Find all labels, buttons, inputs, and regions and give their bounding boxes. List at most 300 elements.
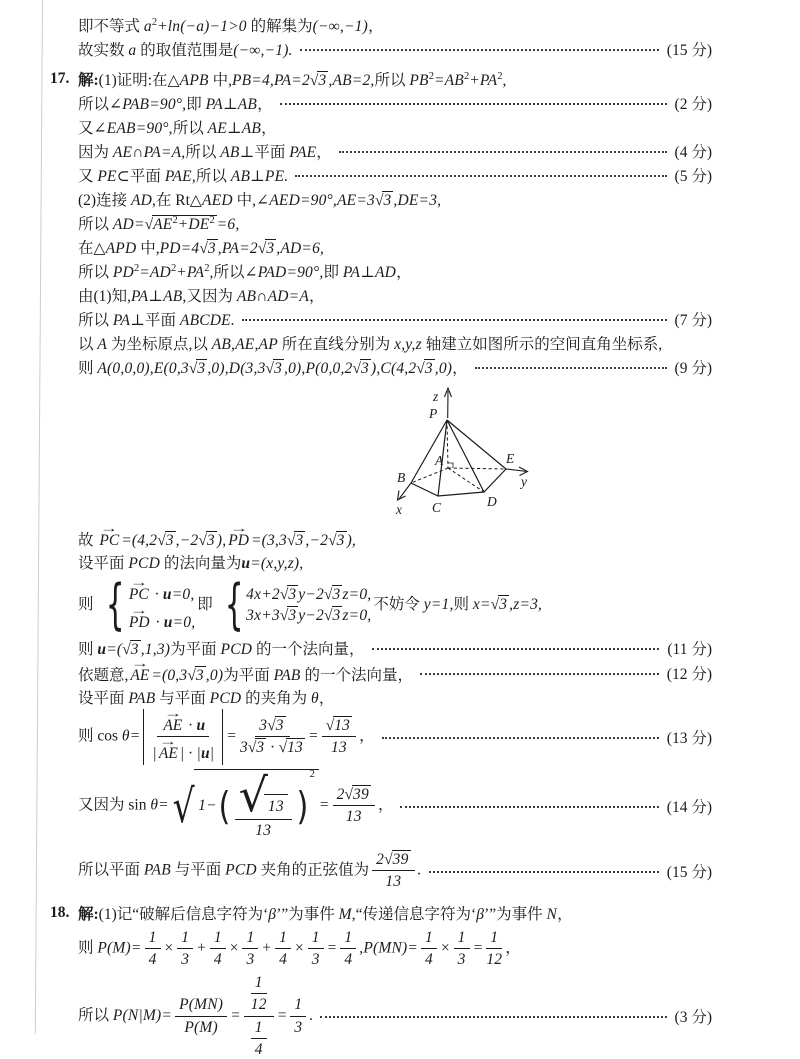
- math-run: ,0),P(0,0,2: [284, 360, 353, 377]
- math-run: 3: [312, 951, 320, 968]
- text-run: ’”为事件: [484, 906, 546, 923]
- line-content: [78, 356, 468, 378]
- math-run: y−2: [298, 607, 324, 624]
- text-run: 依题意,: [78, 667, 128, 684]
- math-run: ,: [502, 72, 506, 89]
- text-run: ，: [378, 796, 394, 813]
- math-run: PB: [409, 72, 428, 89]
- radicand: [352, 785, 371, 803]
- radical-sign-icon: √: [187, 667, 196, 684]
- radicand: [152, 215, 217, 233]
- math-run: AD=: [113, 216, 145, 233]
- vector-arrow-icon: →: [159, 735, 177, 748]
- pyramid-diagram: [386, 384, 556, 522]
- text-run: 又因为 sin: [78, 796, 150, 813]
- math-run: =: [308, 727, 319, 744]
- numerator: [340, 928, 356, 949]
- fraction: [145, 928, 161, 970]
- score-label: (5 分): [675, 164, 712, 186]
- superscript: 2: [204, 263, 209, 274]
- radical-sign-icon: √: [279, 739, 288, 756]
- dot-leader: [339, 151, 667, 153]
- math-run: PA⊥AB: [206, 96, 257, 113]
- numerator: [421, 928, 437, 949]
- math-run: =AD: [139, 264, 171, 281]
- math-run: PAE: [289, 144, 316, 161]
- math-run: A: [97, 336, 107, 353]
- superscript: 2: [464, 71, 469, 82]
- fraction: [486, 928, 502, 970]
- text-run: 又: [78, 120, 94, 137]
- sqrt-radical: [491, 596, 509, 613]
- solution-line: [78, 235, 712, 259]
- vector-arrow-icon: →: [130, 604, 148, 617]
- text-run: 所以平面: [78, 861, 144, 878]
- solution-line: [78, 13, 712, 37]
- math-run: 4: [344, 951, 352, 968]
- math-run: PA⊥AD: [343, 264, 396, 281]
- fraction: [333, 785, 375, 827]
- text-run: ，: [452, 360, 468, 377]
- math-run: (−∞,−1).: [233, 42, 292, 59]
- fraction: [421, 928, 437, 970]
- sqrt-radical: [157, 532, 175, 549]
- text-run: ,“传递信息字符为‘: [352, 906, 476, 923]
- math-run: 3: [333, 607, 341, 624]
- math-run: =6,: [217, 216, 240, 233]
- fraction: [152, 710, 214, 764]
- math-run: =(0,3: [151, 667, 187, 684]
- axis-label-z: z: [432, 389, 439, 404]
- vector-arrow-icon: →: [131, 657, 149, 670]
- radicand: [333, 716, 352, 734]
- math-run: (−∞,−1): [313, 18, 368, 35]
- math-run: 1: [255, 1019, 263, 1036]
- sqrt-radical: [267, 717, 285, 734]
- absolute-value: [143, 709, 223, 765]
- text-run: 平面: [254, 144, 289, 161]
- denominator: [344, 949, 352, 969]
- solution-line: [78, 574, 712, 636]
- text-run: 即: [197, 596, 213, 613]
- line-content: [78, 212, 239, 234]
- text-run: 所以: [214, 264, 245, 281]
- math-run: 3: [207, 532, 215, 549]
- math-run: 1: [490, 929, 498, 946]
- math-run: 4: [255, 1041, 263, 1058]
- numerator: [322, 716, 356, 737]
- fraction: [240, 716, 305, 758]
- system-row: [246, 586, 371, 604]
- line-content: [78, 38, 293, 60]
- math-run: =(4,2: [121, 532, 157, 549]
- denominator: [149, 949, 157, 969]
- math-run: =0,: [173, 614, 196, 631]
- line-content: [78, 551, 303, 573]
- fraction: [175, 995, 227, 1037]
- math-run: 3: [246, 951, 254, 968]
- text-run: 的取值范围是: [136, 42, 233, 59]
- text-run: 则: [78, 596, 94, 613]
- text-run: 所以: [78, 264, 113, 281]
- text-run: 为平面: [223, 667, 273, 684]
- radical-sign-icon: √: [122, 641, 131, 658]
- sqrt-radical: [239, 798, 288, 815]
- math-run: 3: [288, 586, 296, 603]
- coordinate-figure: [386, 384, 712, 522]
- dot-leader: [420, 673, 659, 675]
- fraction: [242, 928, 258, 970]
- vector: [128, 660, 151, 684]
- sqrt-radical: [345, 786, 371, 803]
- line-content: [78, 525, 356, 550]
- line-content: [78, 260, 412, 282]
- math-run: ×: [440, 939, 451, 956]
- sqrt-radical: [280, 607, 298, 624]
- line-content: [78, 928, 521, 970]
- point-label-C: C: [432, 500, 442, 515]
- vector: [161, 710, 184, 734]
- vector-arrow-icon: →: [230, 522, 248, 535]
- math-run: 12: [486, 951, 502, 968]
- fraction: [235, 772, 292, 841]
- numerator: [157, 710, 209, 737]
- math-run: ),: [217, 532, 226, 549]
- math-run: ,1,3): [141, 641, 170, 658]
- denominator: [184, 1017, 218, 1037]
- denominator: [385, 871, 401, 891]
- vector-arrow-icon: →: [164, 707, 182, 720]
- math-run: θ=: [150, 796, 168, 813]
- solution-line: [78, 91, 712, 115]
- radicand: [196, 359, 207, 377]
- radical-sign-icon: √: [267, 717, 276, 734]
- math-run: PD=4: [160, 240, 200, 257]
- math-run: ),: [347, 532, 356, 549]
- dot-leader: [372, 648, 660, 650]
- text-run: 设平面: [78, 690, 128, 707]
- text-run: ，: [309, 288, 325, 305]
- dashed-edges: [411, 420, 506, 492]
- fraction: [251, 1018, 267, 1059]
- math-run: P(MN): [179, 996, 223, 1013]
- dot-leader: [295, 175, 666, 177]
- solution-line: [78, 973, 712, 1059]
- radical-sign-icon: √: [326, 717, 335, 734]
- text-run: 故实数: [78, 42, 128, 59]
- denominator: [255, 820, 271, 840]
- fraction: [372, 850, 414, 892]
- score-label: (9 分): [675, 356, 712, 378]
- math-run: P(M)=: [97, 939, 141, 956]
- radical-sign-icon: √: [353, 360, 362, 377]
- denominator: [255, 1039, 263, 1059]
- line-content: [78, 902, 573, 924]
- denominator: [181, 949, 189, 969]
- radical-sign-icon: √: [280, 607, 289, 624]
- math-run: ,: [209, 264, 213, 281]
- sqrt-radical: [248, 739, 266, 756]
- solution-line: [78, 709, 712, 765]
- line-content: [78, 686, 334, 708]
- text-run: 即: [323, 264, 342, 281]
- dot-leader: [320, 1016, 666, 1018]
- radical-sign-icon: √: [266, 360, 275, 377]
- edge-PD: [447, 420, 484, 492]
- vector-arrow-icon: →: [130, 576, 148, 589]
- math-run: 1: [246, 929, 254, 946]
- math-run: =(3,3: [251, 532, 287, 549]
- radical-sign-icon: √: [157, 532, 166, 549]
- fraction: [210, 928, 226, 970]
- denominator: [331, 737, 347, 757]
- numerator: [210, 928, 226, 949]
- radicand: [195, 666, 206, 684]
- numerator: [372, 850, 414, 871]
- math-run: PCD: [221, 641, 253, 658]
- text-run: 则 cos: [78, 727, 122, 744]
- math-run: 13: [287, 739, 303, 756]
- math-run: ×: [294, 939, 305, 956]
- math-run: u: [241, 555, 250, 572]
- fraction: [454, 928, 470, 970]
- sqrt-radical: [353, 360, 371, 377]
- sqrt-radical: [198, 532, 216, 549]
- math-run: ),C(4,2: [371, 360, 416, 377]
- math-run: =: [319, 796, 330, 813]
- right-angle-mark: [448, 463, 453, 468]
- brace-icon: {: [225, 583, 244, 626]
- math-run: 39: [393, 851, 409, 868]
- solution-line: [78, 765, 712, 847]
- solution-line: [78, 187, 712, 211]
- math-run: 1: [149, 929, 157, 946]
- fraction: [322, 716, 356, 758]
- math-run: y−2: [298, 586, 324, 603]
- text-run: 又因为: [186, 288, 236, 305]
- edge-AD: [448, 468, 484, 492]
- numerator: [235, 772, 292, 820]
- radical-sign-icon: √: [280, 586, 289, 603]
- math-run: 3: [288, 607, 296, 624]
- text-run: 所以: [375, 72, 410, 89]
- text-run: 中,: [233, 192, 256, 209]
- radicand: [332, 606, 343, 624]
- text-run: 即: [186, 96, 205, 113]
- math-run: N: [547, 906, 558, 923]
- solution-line: [78, 660, 712, 685]
- line-content: [78, 284, 325, 306]
- text-run: 所以: [78, 216, 113, 233]
- equation-system: [217, 583, 372, 626]
- line-content: [78, 637, 365, 659]
- radical-sign-icon: √: [239, 768, 268, 822]
- text-run: 在: [78, 240, 94, 257]
- text-run: 平面: [145, 312, 180, 329]
- solution-line: [78, 636, 712, 660]
- math-run: +: [261, 939, 272, 956]
- solution-line: [78, 550, 712, 574]
- math-run: x,y,z: [394, 336, 422, 353]
- brace-icon: {: [105, 583, 124, 626]
- math-run: .: [418, 861, 422, 878]
- denominator: [279, 949, 287, 969]
- math-run: ,0),D(3,3: [207, 360, 265, 377]
- math-run: =: [277, 1007, 288, 1024]
- radicand: [287, 585, 298, 603]
- radicand: [206, 531, 217, 549]
- superscript: 2: [209, 215, 214, 226]
- radical-sign-icon: √: [310, 72, 319, 89]
- math-run: ∠PAD=90°,: [245, 264, 324, 281]
- text-run: 夹角的正弦值为: [257, 861, 369, 878]
- fraction: [275, 928, 291, 970]
- sqrt-radical: [189, 360, 207, 377]
- sqrt-radical: [310, 72, 328, 89]
- fraction: [340, 928, 356, 970]
- radicand: [392, 850, 411, 868]
- math-run: P(M): [184, 1019, 218, 1036]
- math-run: ·: [151, 586, 163, 603]
- math-run: 3: [256, 739, 264, 756]
- radical-sign-icon: √: [199, 240, 208, 257]
- math-run: u: [164, 614, 173, 631]
- math-run: ,P(MN)=: [359, 939, 418, 956]
- math-run: a: [128, 42, 136, 59]
- math-run: +ln(−a)−1>0: [157, 18, 247, 35]
- math-run: 3: [333, 586, 341, 603]
- radicand: [165, 531, 176, 549]
- text-run: ’”为事件: [276, 906, 338, 923]
- math-run: AE⊥AB: [208, 120, 261, 137]
- point-label-A: A: [434, 453, 444, 468]
- math-run: 4: [425, 951, 433, 968]
- text-run: 则: [454, 596, 473, 613]
- math-run: ,0): [435, 360, 452, 377]
- vector: [127, 607, 152, 631]
- math-run: z=0,: [342, 607, 371, 624]
- solution-line: [78, 925, 712, 973]
- text-run: 为平面: [170, 641, 220, 658]
- line-content: [78, 709, 375, 765]
- math-run: 3: [181, 951, 189, 968]
- dot-leader: [242, 319, 667, 321]
- vector: [127, 579, 151, 603]
- solution-line: [78, 115, 712, 139]
- vector-name: PD: [129, 614, 150, 631]
- math-run: 1: [214, 929, 222, 946]
- item-number: 17.: [50, 70, 78, 88]
- equation-system: [98, 579, 196, 632]
- paren-open-icon: (: [218, 791, 230, 821]
- vector-name: PC: [99, 532, 119, 549]
- radicand: [287, 606, 298, 624]
- vector: [97, 525, 121, 549]
- solution-line: [78, 37, 712, 61]
- denominator: [240, 737, 305, 757]
- math-run: =AB: [434, 72, 464, 89]
- solution-line: [78, 847, 712, 895]
- fraction: [244, 973, 274, 1059]
- math-run: 4: [279, 951, 287, 968]
- system-rows: [246, 586, 371, 625]
- math-run: ,AB=2,: [328, 72, 374, 89]
- math-run: ×: [229, 939, 240, 956]
- math-run: ∠PAB=90°,: [109, 96, 186, 113]
- sqrt-radical: [375, 192, 393, 209]
- base-front-edges: [411, 469, 506, 496]
- radicand: [275, 716, 286, 734]
- numerator: [308, 928, 324, 949]
- denominator: [486, 949, 502, 969]
- line-content: [78, 68, 507, 90]
- numerator: [290, 995, 306, 1016]
- text-run: 以: [78, 336, 97, 353]
- math-run: 4x+2: [246, 586, 280, 603]
- radicand: [336, 531, 347, 549]
- math-run: .: [309, 1007, 313, 1024]
- text-run: 所以: [78, 96, 109, 113]
- text-run: 中,: [209, 72, 232, 89]
- math-run: 13: [268, 797, 284, 816]
- denominator: [214, 949, 222, 969]
- dot-leader: [475, 367, 667, 369]
- line-content: [78, 164, 288, 186]
- math-run: 3: [131, 641, 139, 658]
- radical-sign-icon: √: [172, 783, 194, 829]
- power: 2: [310, 769, 315, 780]
- math-run: u: [163, 586, 172, 603]
- math-run: 1−: [198, 797, 217, 815]
- math-run: 3: [240, 739, 248, 756]
- math-run: PAB: [144, 861, 171, 878]
- system-row: [246, 607, 371, 625]
- math-run: 4: [214, 951, 222, 968]
- denominator: [312, 949, 320, 969]
- math-run: =(x,y,z),: [250, 555, 303, 572]
- radical-sign-icon: √: [145, 216, 154, 233]
- superscript: 2: [172, 215, 177, 226]
- math-run: z=0,: [342, 586, 371, 603]
- text-run: ，: [316, 144, 332, 161]
- math-run: 13: [331, 739, 347, 756]
- text-run: ，: [257, 96, 273, 113]
- fraction: [308, 928, 324, 970]
- math-run: θ: [311, 690, 319, 707]
- radicand: [255, 738, 266, 756]
- math-run: P(N|M)=: [113, 1007, 172, 1024]
- math-run: PB=4,PA=2: [232, 72, 310, 89]
- numerator: [244, 973, 274, 1017]
- solution-line: [78, 67, 712, 91]
- sqrt-radical: [324, 607, 342, 624]
- radicand: [194, 769, 319, 843]
- text-run: ，: [505, 939, 521, 956]
- vector: [226, 525, 251, 549]
- edge-AB: [411, 468, 448, 483]
- line-content: [78, 332, 662, 354]
- text-run: ，: [319, 690, 335, 707]
- math-run: 3x+3: [246, 607, 280, 624]
- denominator: [346, 806, 362, 826]
- text-run: (1)记“破解后信息字符为‘: [99, 906, 269, 923]
- text-run: 解:: [78, 906, 99, 923]
- text-run: ,在 Rt: [152, 192, 190, 209]
- superscript: 2: [152, 17, 157, 28]
- math-run: A(0,0,0),E(0,3: [97, 360, 188, 377]
- point-label-B: B: [397, 470, 405, 485]
- vector-name: PC: [129, 586, 149, 603]
